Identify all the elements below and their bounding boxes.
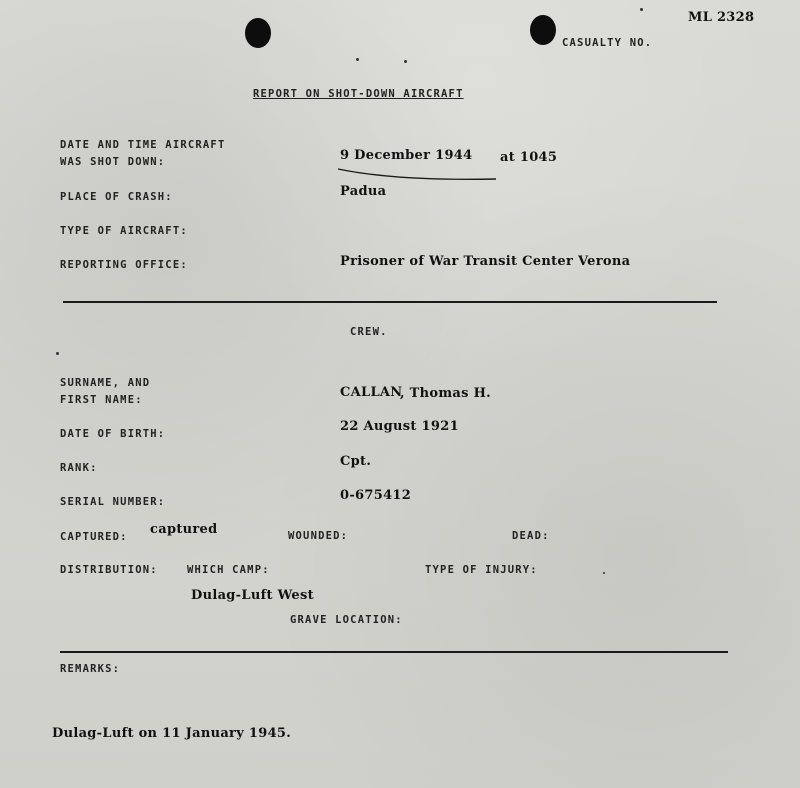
surname-label-line1: SURNAME, AND xyxy=(60,377,151,389)
punch-hole-right xyxy=(530,15,556,45)
date-of-birth-value: 22 August 1921 xyxy=(340,419,459,434)
handwritten-underline xyxy=(336,165,500,183)
serial-number-label: SERIAL NUMBER: xyxy=(60,496,166,508)
wounded-label: WOUNDED: xyxy=(288,530,349,542)
dead-label: DEAD: xyxy=(512,530,550,542)
surname-value: CALLAN xyxy=(340,385,403,400)
reporting-office-label: REPORTING OFFICE: xyxy=(60,259,188,271)
reporting-office-value: Prisoner of War Transit Center Verona xyxy=(340,254,631,269)
speck xyxy=(356,58,359,61)
divider-top xyxy=(63,301,717,303)
distribution-label: DISTRIBUTION: xyxy=(60,564,158,576)
type-of-aircraft-label: TYPE OF AIRCRAFT: xyxy=(60,225,188,237)
remarks-value: Dulag-Luft on 11 January 1945. xyxy=(52,726,292,741)
punch-hole-left xyxy=(245,18,271,48)
which-camp-label: WHICH CAMP: xyxy=(187,564,270,576)
place-of-crash-label: PLACE OF CRASH: xyxy=(60,191,173,203)
speck xyxy=(404,60,407,63)
serial-number-value: 0-675412 xyxy=(340,488,412,503)
date-of-birth-label: DATE OF BIRTH: xyxy=(60,428,166,440)
divider-bottom xyxy=(60,651,728,653)
place-of-crash-value: Padua xyxy=(340,184,387,199)
camp-value: Dulag-Luft West xyxy=(191,588,314,603)
captured-value: captured xyxy=(150,522,218,537)
remarks-label: REMARKS: xyxy=(60,663,121,675)
surname-label-line2: FIRST NAME: xyxy=(60,394,143,406)
speck xyxy=(640,8,643,11)
date-time-label-line2: WAS SHOT DOWN: xyxy=(60,156,166,168)
crew-heading: CREW. xyxy=(350,326,388,338)
speck xyxy=(603,572,605,574)
time-value: at 1045 xyxy=(500,150,558,165)
grave-location-label: GRAVE LOCATION: xyxy=(290,614,403,626)
first-name-value: , Thomas H. xyxy=(400,386,491,401)
casualty-number-label: CASUALTY NO. xyxy=(562,37,653,49)
speck xyxy=(56,352,59,355)
type-of-injury-label: TYPE OF INJURY: xyxy=(425,564,538,576)
document-number: ML 2328 xyxy=(688,10,755,25)
captured-label: CAPTURED: xyxy=(60,531,128,543)
rank-value: Cpt. xyxy=(340,454,372,469)
date-value: 9 December 1944 xyxy=(340,148,473,163)
rank-label: RANK: xyxy=(60,462,98,474)
report-title: REPORT ON SHOT-DOWN AIRCRAFT xyxy=(253,88,464,100)
date-time-label-line1: DATE AND TIME AIRCRAFT xyxy=(60,139,226,151)
